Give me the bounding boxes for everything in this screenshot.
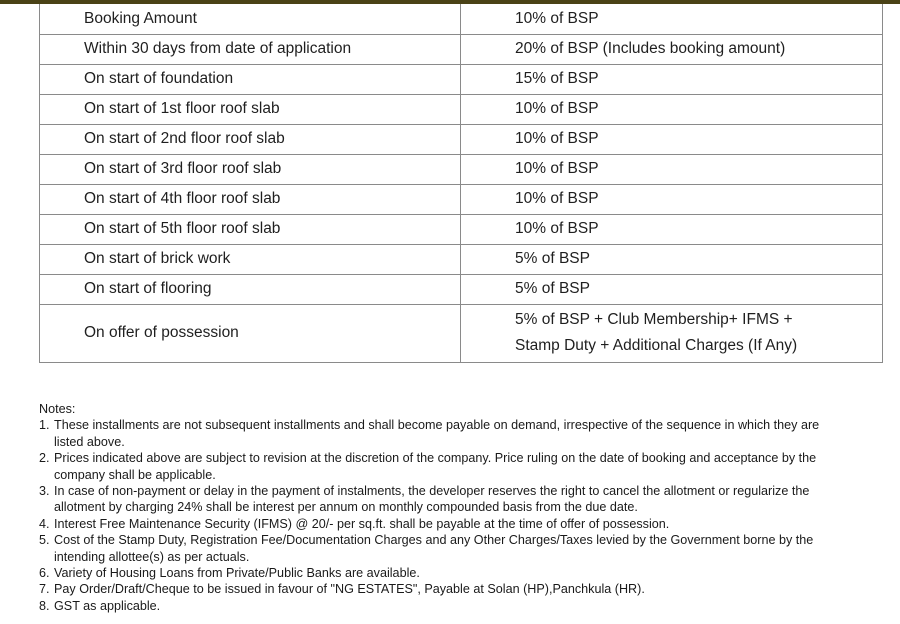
note-item — [39, 450, 839, 483]
payment-line-1: 5% of BSP + Club Membership+ IFMS + — [515, 311, 793, 328]
note-text: GST as applicable. — [54, 598, 161, 613]
payment-cell — [461, 304, 883, 362]
stage-cell: On start of 5th floor roof slab — [40, 214, 461, 244]
note-number: 4. — [39, 516, 50, 531]
table-row — [40, 4, 883, 34]
stage-cell: On start of brick work — [40, 244, 461, 274]
table-row — [40, 304, 883, 362]
stage-cell: Within 30 days from date of application — [40, 34, 461, 64]
table-row — [40, 34, 883, 64]
table-row — [40, 64, 883, 94]
note-item — [39, 516, 839, 532]
payment-schedule-table — [39, 4, 883, 363]
note-item — [39, 598, 839, 614]
notes-list — [39, 417, 839, 614]
table-row — [40, 214, 883, 244]
note-text: Pay Order/Draft/Cheque to be issued in favour of "NG ESTATES", Payable at Solan (HP),Panchkula (HR). — [54, 582, 645, 597]
payment-cell: 20% of BSP (Includes booking amount) — [461, 34, 883, 64]
note-text: Interest Free Maintenance Security (IFMS) @ 20/- per sq.ft. shall be payable at the time of offer of possession. — [54, 516, 670, 531]
table-row — [40, 154, 883, 184]
note-item — [39, 565, 839, 581]
payment-cell: 10% of BSP — [461, 4, 883, 34]
table-row — [40, 184, 883, 214]
payment-line-2: Stamp Duty + Additional Charges (If Any) — [515, 337, 798, 354]
note-item — [39, 483, 839, 516]
note-item — [39, 532, 839, 565]
notes-title: Notes: — [39, 402, 76, 416]
note-number: 7. — [39, 582, 50, 597]
note-text: In case of non-payment or delay in the payment of instalments, the developer reserves the right to cancel the allotment or regularize the allotment by charging 24% shall be interest per annum on monthly compounded basis from the due date. — [54, 484, 810, 515]
table-row — [40, 274, 883, 304]
payment-cell: 5% of BSP — [461, 244, 883, 274]
table-row — [40, 244, 883, 274]
note-text: Prices indicated above are subject to revision at the discretion of the company. Price ruling on the date of booking and acceptance by the company shall be applicable. — [54, 451, 817, 482]
payment-cell: 15% of BSP — [461, 64, 883, 94]
note-number: 1. — [39, 418, 50, 433]
note-item — [39, 581, 839, 597]
notes-section — [39, 401, 839, 614]
table-row — [40, 94, 883, 124]
note-item — [39, 417, 839, 450]
stage-cell: On start of 3rd floor roof slab — [40, 154, 461, 184]
payment-cell: 10% of BSP — [461, 124, 883, 154]
payment-cell: 10% of BSP — [461, 214, 883, 244]
stage-cell: On start of 1st floor roof slab — [40, 94, 461, 124]
stage-cell: On start of 2nd floor roof slab — [40, 124, 461, 154]
payment-cell: 5% of BSP — [461, 274, 883, 304]
note-number: 5. — [39, 533, 50, 548]
note-text: Variety of Housing Loans from Private/Public Banks are available. — [54, 566, 420, 581]
note-text: These installments are not subsequent installments and shall become payable on demand, irrespective of the sequence in which they are listed above. — [54, 418, 820, 449]
note-text: Cost of the Stamp Duty, Registration Fee/Documentation Charges and any Other Charges/Taxes levied by the Government borne by the intending allottee(s) as per actuals. — [54, 533, 814, 564]
stage-cell: Booking Amount — [40, 4, 461, 34]
payment-cell: 10% of BSP — [461, 154, 883, 184]
stage-cell: On start of foundation — [40, 64, 461, 94]
stage-cell: On start of 4th floor roof slab — [40, 184, 461, 214]
note-number: 6. — [39, 566, 50, 581]
payment-cell: 10% of BSP — [461, 94, 883, 124]
stage-cell: On start of flooring — [40, 274, 461, 304]
note-number: 2. — [39, 451, 50, 466]
note-number: 3. — [39, 484, 50, 499]
stage-cell: On offer of possession — [40, 304, 461, 362]
payment-cell: 10% of BSP — [461, 184, 883, 214]
note-number: 8. — [39, 598, 50, 613]
table-row — [40, 124, 883, 154]
